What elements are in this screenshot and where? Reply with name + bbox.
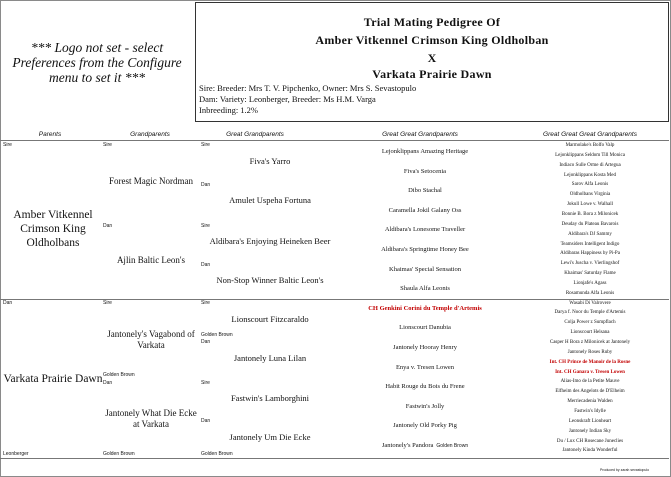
label-dam: Dan <box>103 223 113 229</box>
ggg-grandparent: Aldibaras Happiness by Pi-Pa <box>560 251 620 257</box>
great-grandparent-1: Fiva's Yarro <box>249 156 291 166</box>
divider-bottom <box>0 458 669 459</box>
gg-grandparent-name: Aldibara's Springtime Honey Bee <box>381 246 469 253</box>
gg-grandparent-name: Caramella Jokil Galany Oss <box>388 206 462 214</box>
gg-grandparent <box>330 383 520 390</box>
ggg-grandparent: Casper H Bora z Milonicek at Jantonely <box>549 340 631 345</box>
label-sire: Sire <box>201 142 210 148</box>
label-sire: Sire <box>201 380 210 386</box>
gg-grandparent <box>330 403 520 410</box>
ggg-grandparent: Khaimas' Saturday Flame <box>564 271 616 277</box>
gg-grandparent-name: Jantonely Hooray Henry <box>393 344 457 351</box>
ggg-grandparent: Sarov Alfa Leonis <box>571 182 609 188</box>
footer-credit: Produced by zarah sevastopulo <box>600 468 650 472</box>
gg-grandparent-name: Dibo Stachal <box>408 187 442 195</box>
gg-grandparent-name: Shaula Alfa Leonis <box>400 285 450 293</box>
ggg-grandparent: Lewi's Juscha v. Vierlingshof <box>560 261 620 267</box>
label-sire: Sire <box>3 142 12 148</box>
label-dam: Dan <box>201 262 211 268</box>
inbreeding-info: Inbreeding: 1.2% <box>199 105 259 115</box>
label-golden-brown: Golden Brown <box>201 451 233 457</box>
great-grandparent-4: Non-Stop Winner Baltic Leon's <box>216 275 324 285</box>
ggg-grandparent: Merriecadenia Walden <box>567 399 613 405</box>
ggg-grandparent: Teamsiders Intelligent Indigo <box>560 241 620 247</box>
label-leonberger: Leonberger <box>3 451 29 457</box>
label-dam: Dan <box>201 339 211 345</box>
grandparent-3: Jantonely's Vagabond of Varkata <box>107 329 195 350</box>
label-sire: Sire <box>201 300 210 306</box>
grandparent-2: Ajlin Baltic Leon's <box>116 255 186 265</box>
gg-grandparent-name: Aldibara's Lonesome Traveller <box>384 226 466 234</box>
parent-sire: Amber Vitkennel Crimson King Oldholbans <box>13 209 93 249</box>
great-grandparent-2: Amulet Uspeha Fortuna <box>229 195 311 205</box>
gg-grandparent <box>330 246 520 253</box>
ggg-grandparent: Marmolake's Bolfo Valp <box>565 143 615 148</box>
dam-info: Dam: Variety: Leonberger, Breeder: Ms H.M. Varga <box>199 94 376 104</box>
gg-grandparent-name: Khaimas' Special Sensation <box>389 265 461 273</box>
gg-grandparent <box>330 207 520 214</box>
gg-grandparent-name: Jantonely Old Porky Pig <box>393 422 457 430</box>
label-dam: Dan <box>201 418 211 424</box>
gg-grandparent-name: Fiva's Setocenia <box>403 167 447 175</box>
gg-grandparent <box>330 187 520 194</box>
gg-grandparent-name: Jantonely's Pandora <box>381 442 434 449</box>
ggg-grandparent: Lejonklippans Kosta Med <box>564 172 616 178</box>
ggg-grandparent: Jantonely Kinda Wonderful <box>562 448 618 454</box>
title-sire-name: Amber Vitkennel Crimson King Oldholban <box>315 33 549 47</box>
gg-grandparent <box>330 266 520 273</box>
logo-placeholder-text: *** Logo not set - select Preferences from the Configure menu to set it *** <box>12 40 182 85</box>
label-dam: Dan <box>3 300 13 306</box>
parent-dam: Varkata Prairie Dawn <box>3 373 103 385</box>
grandparent-1: Forest Magic Nordman <box>109 176 193 186</box>
ggg-grandparent: Lionjafe's Agass <box>573 280 607 286</box>
ggg-grandparent: Alias-Imo de la Petite Mauve <box>560 379 620 385</box>
header-grandparents: Grandparents <box>130 131 170 138</box>
gg-grandparent-name: CH Genkini Corini du Temple d'Artemis <box>368 304 482 312</box>
gg-grandparent <box>330 364 520 371</box>
grandparent-4: Jantonely What Die Ecke at Varkata <box>105 408 197 429</box>
ggg-grandparent: Lionscourt Helsana <box>570 330 610 336</box>
great-grandparent-8: Jantonely Um Die Ecke <box>229 432 311 442</box>
ggg-grandparent: Du / Lux CH Rosecane Juneclies <box>556 438 624 444</box>
gg-grandparent-name: Lionscourt Danubia <box>399 324 451 332</box>
gg-grandparent-variety: Golden Brown <box>436 443 469 449</box>
gg-grandparent <box>330 168 520 175</box>
ggg-grandparent: Int. CH Ganara v. Tresen Lowen <box>555 369 625 375</box>
label-golden-brown: Golden Brown <box>201 332 233 338</box>
header-great-grandparents: Great Grandparents <box>226 131 284 138</box>
ggg-grandparent: Bonnie B. Bora z Milonicek <box>561 211 619 217</box>
label-dam: Dan <box>103 380 113 386</box>
gg-grandparent <box>330 442 520 449</box>
ggg-grandparent: Darya f. Noor du Temple d'Artemis <box>554 310 626 316</box>
ggg-grandparent: Leonskraft Lionheart <box>568 418 612 424</box>
ggg-grandparent: Jantonely Roses Ruby <box>567 349 613 355</box>
ggg-grandparent: Oldholbans Virginia <box>569 192 611 198</box>
label-sire: Sire <box>103 300 112 306</box>
ggg-grandparent: Wasabi Di Valrovere <box>569 300 611 306</box>
great-grandparent-6: Jantonely Luna Lilan <box>233 353 307 363</box>
ggg-grandparent: Elfheim des Angelots de D'Elheim <box>555 389 625 395</box>
title-cross-symbol: X <box>427 51 437 65</box>
gg-grandparent <box>330 344 520 351</box>
ggg-grandparent: Lejonklippans Seldom Till Monica <box>555 152 625 158</box>
ggg-grandparent: Int. CH Prince de Manoir de la Rosne <box>549 359 631 365</box>
label-golden-brown: Golden Brown <box>103 451 135 457</box>
header-parents: Parents <box>38 131 62 138</box>
title-line-1: Trial Mating Pedigree Of <box>363 15 501 29</box>
great-grandparent-5: Lionscourt Fitzcaraldo <box>231 314 309 324</box>
sire-info: Sire: Breeder: Mrs T. V. Pipchenko, Owner: Mrs S. Sevastopulo <box>199 83 417 93</box>
gg-grandparent <box>330 305 520 312</box>
gg-grandparent <box>330 285 520 292</box>
gg-grandparent-name: Habit Rouge du Bois du Frene <box>385 383 465 391</box>
gg-grandparent <box>330 422 520 429</box>
gg-grandparent <box>330 324 520 331</box>
great-grandparent-3: Aldibara's Enjoying Heineken Beer <box>209 236 331 246</box>
gg-grandparent-name: Fastwin's Jolly <box>405 402 445 410</box>
title-box <box>195 2 669 122</box>
title-dam-name: Varkata Prairie Dawn <box>372 67 492 81</box>
great-grandparent-7: Fastwin's Lamborghini <box>230 393 310 403</box>
header-ggg-grandparents: Great Great Great Grandparents <box>543 131 637 138</box>
label-sire: Sire <box>103 142 112 148</box>
gg-grandparent-name: Enya v. Tresen Lowen <box>395 363 455 371</box>
ggg-grandparent: Deuday du Plateau Bavarois <box>561 221 619 227</box>
ggg-grandparent: Rosamunda Alfa Leonis <box>565 290 615 296</box>
gg-grandparent-name: Lejonklippans Amazing Heritage <box>381 148 469 155</box>
label-dam: Dan <box>201 182 211 188</box>
ggg-grandparent: Jantonely Indian Sky <box>568 428 612 434</box>
ggg-grandparent: Colja Power z Sumpflach <box>564 320 616 326</box>
gg-grandparent <box>330 226 520 233</box>
ggg-grandparent: Aldibara's DJ Sammy <box>568 231 612 237</box>
ggg-grandparent: Fastwin's Idylle <box>574 408 606 414</box>
ggg-grandparent: Indiaco Sulle Orme di Artegua <box>559 162 621 168</box>
label-sire: Sire <box>201 223 210 229</box>
header-gg-grandparents: Great Great Grandparents <box>382 131 458 138</box>
label-golden-brown: Golden Brown <box>103 372 135 378</box>
divider-top <box>0 140 669 141</box>
ggg-grandparent: Jokull Lowe v. Walhall <box>566 202 614 208</box>
gg-grandparent <box>330 148 520 155</box>
